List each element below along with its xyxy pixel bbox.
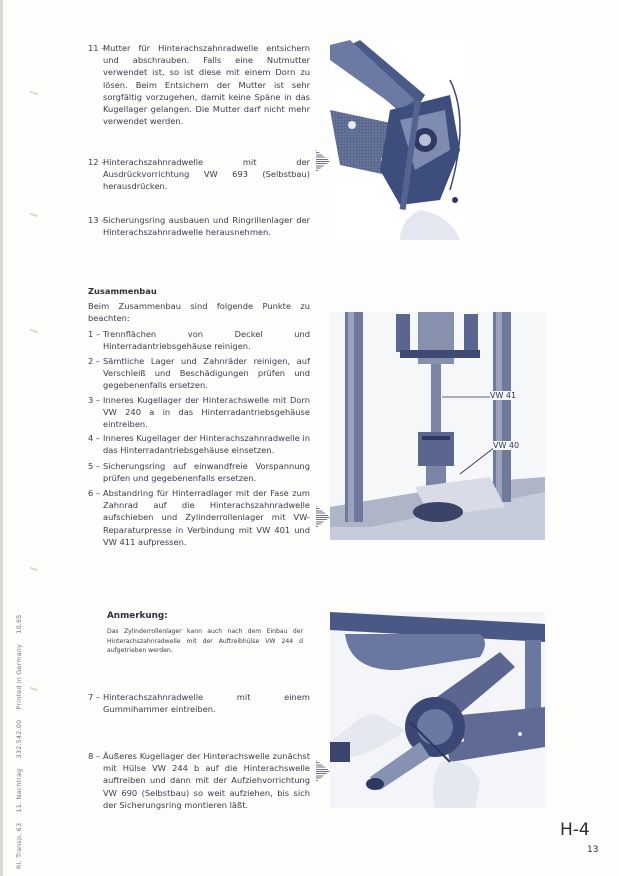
page-number: 13 [587,845,599,855]
step-7 [88,691,310,715]
imprint-printed: Printed in Germany [15,643,23,710]
step-text: Trennflächen von Deckel und Hinterradantriebsgehäuse reinigen. [103,329,310,352]
step-5 [88,460,310,484]
step-text: Sicherungsring auf einwandfreie Vorspannung prüfen und gegebenenfalls ersetzen. [103,461,310,484]
step-number: 8 – [88,751,101,761]
imprint-supplement: 11. Nachtrag [15,768,23,813]
figure-pointer-icon [316,506,330,528]
note-text: Das Zylinderrollenlager kann auch nach dem Einbau der Hinterachszahnradwelle mit der Auftreibhülse VW 244 d aufgetrieben werden. [107,628,303,655]
step-text: Sicherungsring ausbauen und Ringrillenlager der Hinterachszahnradwelle herausnehmen. [103,215,310,238]
step-text: Inneres Kugellager der Hinterachszahnradwelle in das Hinterradantriebsgehäuse einsetzen. [103,433,310,456]
figure-nut-removal-illustration [330,40,470,240]
margin-mark [30,329,38,334]
step-number: 2 – [88,356,101,366]
step-13 [88,214,310,238]
step-number: 11 – [88,43,106,53]
imprint-part-number: 332.542.00 [15,719,23,759]
step-11 [88,42,310,127]
step-number: 6 – [88,488,101,498]
figure-press [330,312,545,540]
section-heading: Zusammenbau [88,286,157,296]
figure-pointer-icon [316,760,330,782]
footer-imprint [15,614,23,869]
figure-press-illustration [330,312,545,540]
step-12 [88,156,310,193]
step-text: Äußeres Kugellager der Hinterachswelle zunächst mit Hülse VW 244 b auf die Hinterachswelle auftreiben und dann mit der Aufziehvorrichtung VW 690 (Selbstbau) so weit aufziehen, bis sich der Sicherungsring montieren läßt. [103,751,310,810]
figure-nut-removal [330,40,470,240]
margin-mark [30,567,38,572]
step-number: 1 – [88,329,101,339]
imprint-date: 10.65 [15,614,23,634]
step-number: 13 – [88,215,106,225]
figure-shaft-install-illustration [330,612,545,808]
step-6 [88,487,310,548]
step-text: Sämtliche Lager und Zahnräder reinigen, auf Verschleiß und Beschädigungen prüfen und gegebenenfalls ersetzen. [103,356,310,391]
margin-mark [30,213,38,218]
step-text: Abstandring für Hinterradlager mit der Fase zum Zahnrad auf die Hinterachszahnradwelle aufschieben und Zylinderrollenlager mit VW-Reparaturpresse in Verbindung mit VW 401 und VW 411 aufpressen. [103,488,310,547]
tool-label-vw401: VW 40 [493,441,520,450]
step-4 [88,432,310,456]
page-edge [0,0,3,876]
step-2 [88,355,310,392]
page-section-id: H-4 [560,820,590,840]
step-text: Hinterachszahnradwelle mit einem Gummihammer eintreiben. [103,692,310,715]
margin-mark [30,91,38,96]
tool-label-vw411: VW 41 [490,391,517,400]
step-text: Hinterachszahnradwelle mit der Ausdrückvorrichtung VW 693 (Selbstbau) herausdrücken. [103,157,310,192]
section-intro: Beim Zusammenbau sind folgende Punkte zu beachten: [88,301,310,324]
figure-shaft-install [330,612,545,808]
step-number: 12 – [88,157,106,167]
step-3 [88,394,310,431]
figure-pointer-icon [316,150,330,172]
step-8 [88,750,310,811]
step-number: 3 – [88,395,101,405]
note-heading: Anmerkung: [107,611,168,621]
step-text: Inneres Kugellager der Hinterachswelle mit Dorn VW 240 a in das Hinterradantriebsgehäuse eintreiben. [103,395,310,430]
step-text: Mutter für Hinterachszahnradwelle entsichern und abschrauben. Falls eine Nutmutter verwendet ist, so ist diese mit einem Dorn zu lösen. Beim Entsichern der Mutter ist sehr sorgfältig vorzugehen, damit keine Späne in das Kugellager gelangen. Die Mutter darf nicht mehr verwendet werden. [103,43,310,127]
step-1 [88,328,310,352]
imprint-ref: Rl. Transp. 63 [15,822,23,869]
step-number: 4 – [88,433,101,443]
step-number: 5 – [88,461,101,471]
step-number: 7 – [88,692,101,702]
callout-line [460,447,495,474]
margin-mark [30,687,38,692]
